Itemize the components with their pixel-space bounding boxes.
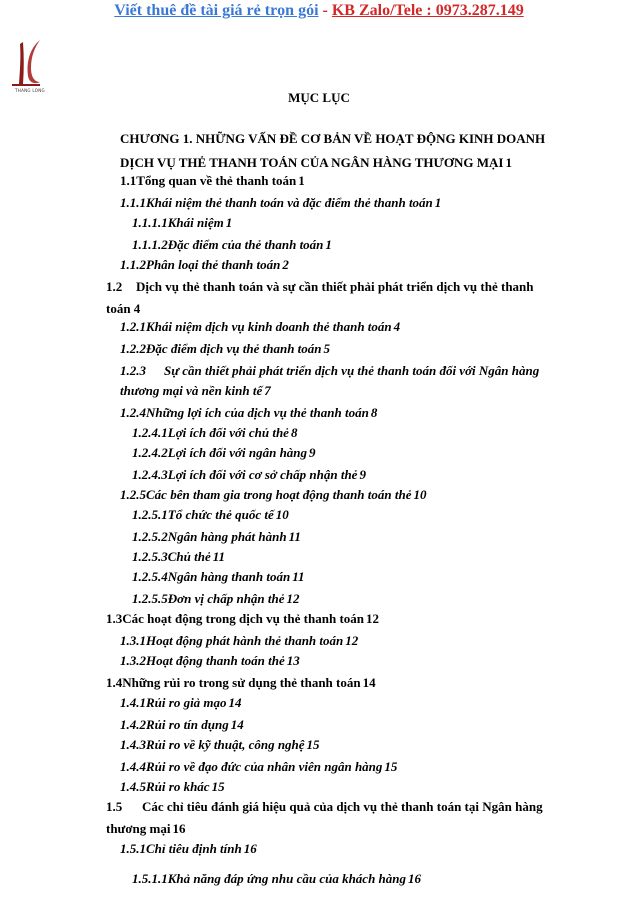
- toc-text: Đặc điểm của thẻ thanh toán: [167, 237, 324, 252]
- toc-number: 1.2.3: [120, 363, 146, 378]
- toc-number: 1.1.1.1: [132, 215, 168, 230]
- toc-number: 1.1: [120, 173, 137, 188]
- banner-service-link[interactable]: Viết thuê đề tài giá rẻ trọn gói: [114, 2, 319, 19]
- toc-page-number: 15: [211, 779, 225, 794]
- toc-page-number: 4: [393, 319, 401, 334]
- toc-page-number: 11: [292, 569, 305, 584]
- toc-text: Tổ chức thẻ quốc tế: [167, 507, 274, 522]
- toc-page-number: 10: [413, 487, 427, 502]
- toc-text: Các bên tham gia trong hoạt động thanh toán thẻ: [146, 487, 412, 502]
- toc-page-number: 12: [286, 591, 300, 606]
- toc-text: Đơn vị chấp nhận thẻ: [167, 591, 285, 606]
- toc-number: 1.2.5.5: [132, 591, 168, 606]
- toc-number: 1.2.5.3: [132, 549, 168, 564]
- toc-text: toán 4: [106, 301, 141, 316]
- toc-text: Khả năng đáp ứng nhu cầu của khách hàng: [167, 871, 407, 886]
- toc-page-number: 10: [275, 507, 289, 522]
- toc-text: Rủi ro về kỹ thuật, công nghệ: [146, 737, 305, 752]
- toc-text: Rủi ro giả mạo: [146, 695, 227, 710]
- toc-page-number: 12: [345, 633, 359, 648]
- toc-page-number: 5: [323, 341, 331, 356]
- toc-text: Khái niệm dịch vụ kinh doanh thẻ thanh toán: [146, 319, 392, 334]
- toc-number: 1.5.1.1: [132, 871, 168, 886]
- toc-text: CHƯƠNG 1. NHỮNG VẤN ĐỀ CƠ BẢN VỀ HOẠT ĐỘNG KINH DOANH: [120, 131, 546, 146]
- toc-text: Những rủi ro trong sử dụng thẻ thanh toán: [122, 675, 361, 690]
- toc-text: Rủi ro tín dụng: [146, 717, 229, 732]
- toc-page-number: 9: [359, 467, 366, 482]
- toc-number: 1.2.1: [120, 319, 146, 334]
- toc-text: Các chỉ tiêu đánh giá hiệu quả của dịch vụ thẻ thanh toán tại Ngân hàng: [142, 799, 543, 814]
- toc-text: Lợi ích đối với chủ thẻ: [167, 425, 289, 440]
- toc-text: thương mại: [106, 821, 171, 836]
- toc-number: 1.2.5: [120, 487, 146, 502]
- toc-text: Lợi ích đối với ngân hàng: [167, 445, 308, 460]
- toc-page-number: 11: [212, 549, 226, 564]
- toc-page-number: 1: [225, 215, 233, 230]
- toc-page-number: 1: [505, 155, 512, 170]
- toc-page-number: 1: [298, 173, 305, 188]
- toc-number: 1.2.4.2: [132, 445, 168, 460]
- toc-page-number: 8: [370, 405, 378, 420]
- toc-page-number: 14: [230, 717, 244, 732]
- toc-number: 1.3.1: [120, 633, 146, 648]
- toc-number: 1.5.1: [120, 841, 146, 856]
- toc-text: Rủi ro khác: [146, 779, 210, 794]
- toc-number: 1.1.1: [120, 195, 146, 210]
- toc-number: 1.4.2: [120, 717, 146, 732]
- toc-number: 1.4.3: [120, 737, 146, 752]
- toc-text: Phân loại thẻ thanh toán: [146, 257, 281, 272]
- toc-text: Hoạt động phát hành thẻ thanh toán: [146, 633, 344, 648]
- toc-page-number: 8: [290, 425, 298, 440]
- toc-page-number: 14: [228, 695, 242, 710]
- toc-page-number: 16: [243, 841, 257, 856]
- toc-text: DỊCH VỤ THẺ THANH TOÁN CỦA NGÂN HÀNG THƯƠNG MẠI: [120, 155, 504, 170]
- toc-page-number: 16: [408, 871, 422, 886]
- toc-page-number: 12: [366, 611, 380, 626]
- toc-number: 1.2.5.4: [132, 569, 168, 584]
- toc-number: 1.2.4.3: [132, 467, 168, 482]
- toc-number: 1.5: [106, 799, 123, 814]
- toc-number: 1.4: [106, 675, 123, 690]
- toc-page-number: 15: [306, 737, 320, 752]
- header-banner: [0, 2, 638, 20]
- toc-number: 1.2.2: [120, 341, 146, 356]
- toc-number: 1.1.1.2: [132, 237, 168, 252]
- toc-number: 1.1.2: [120, 257, 146, 272]
- banner-contact-link[interactable]: KB Zalo/Tele : 0973.287.149: [331, 2, 524, 19]
- toc-page-number: 13: [286, 653, 300, 668]
- toc-text: Ngân hàng phát hành: [167, 529, 287, 544]
- toc-text: Chủ thẻ: [167, 549, 211, 564]
- toc-page-number: 2: [282, 257, 289, 272]
- toc-page-number: 9: [309, 445, 316, 460]
- logo-mark-icon: [10, 38, 44, 88]
- logo-text: THANG LONG: [15, 88, 45, 93]
- toc-page-number: 15: [384, 759, 398, 774]
- toc-number: 1.4.1: [120, 695, 146, 710]
- toc-text: Sự cần thiết phải phát triển dịch vụ thẻ thanh toán đối với Ngân hàng: [164, 363, 540, 378]
- toc-text: Ngân hàng thanh toán: [167, 569, 291, 584]
- toc-number: 1.3: [106, 611, 123, 626]
- toc-number: 1.3.2: [120, 653, 146, 668]
- toc-number: 1.4.5: [120, 779, 146, 794]
- toc-number: 1.2.5.1: [132, 507, 168, 522]
- toc-text: Khái niệm: [167, 215, 224, 230]
- toc-text: Hoạt động thanh toán thẻ: [146, 653, 285, 668]
- toc-text: Lợi ích đối với cơ sở chấp nhận thẻ: [167, 467, 358, 482]
- toc-text: Dịch vụ thẻ thanh toán và sự cần thiết phải phát triển dịch vụ thẻ thanh: [136, 279, 534, 294]
- toc-number: 1.2.4: [120, 405, 146, 420]
- banner-separator: -: [318, 2, 332, 19]
- toc-text: Các hoạt động trong dịch vụ thẻ thanh toán: [122, 611, 365, 626]
- toc-number: 1.2.5.2: [132, 529, 168, 544]
- toc-number: 1.4.4: [120, 759, 146, 774]
- page-title: MỤC LỤC: [288, 90, 350, 105]
- toc-page-number: 7: [264, 383, 271, 398]
- toc-number: 1.2: [106, 279, 123, 294]
- toc-text: Khái niệm thẻ thanh toán và đặc điểm thẻ thanh toán: [146, 195, 433, 210]
- toc-page-number: 1: [434, 195, 442, 210]
- toc-text: Tổng quan về thẻ thanh toán: [136, 173, 297, 188]
- toc-text: Những lợi ích của dịch vụ thẻ thanh toán: [146, 405, 369, 420]
- toc-text: thương mại và nền kinh tế: [120, 383, 263, 398]
- toc-page-number: 16: [172, 821, 186, 836]
- toc-page-number: 1: [325, 237, 332, 252]
- toc-text: Rủi ro về đạo đức của nhân viên ngân hàng: [146, 759, 383, 774]
- toc-number: 1.2.4.1: [132, 425, 168, 440]
- toc-page-number: 14: [362, 675, 376, 690]
- toc-page-number: 11: [288, 529, 301, 544]
- toc-text: Đặc điểm dịch vụ thẻ thanh toán: [146, 341, 322, 356]
- toc-text: Chỉ tiêu định tính: [146, 841, 242, 856]
